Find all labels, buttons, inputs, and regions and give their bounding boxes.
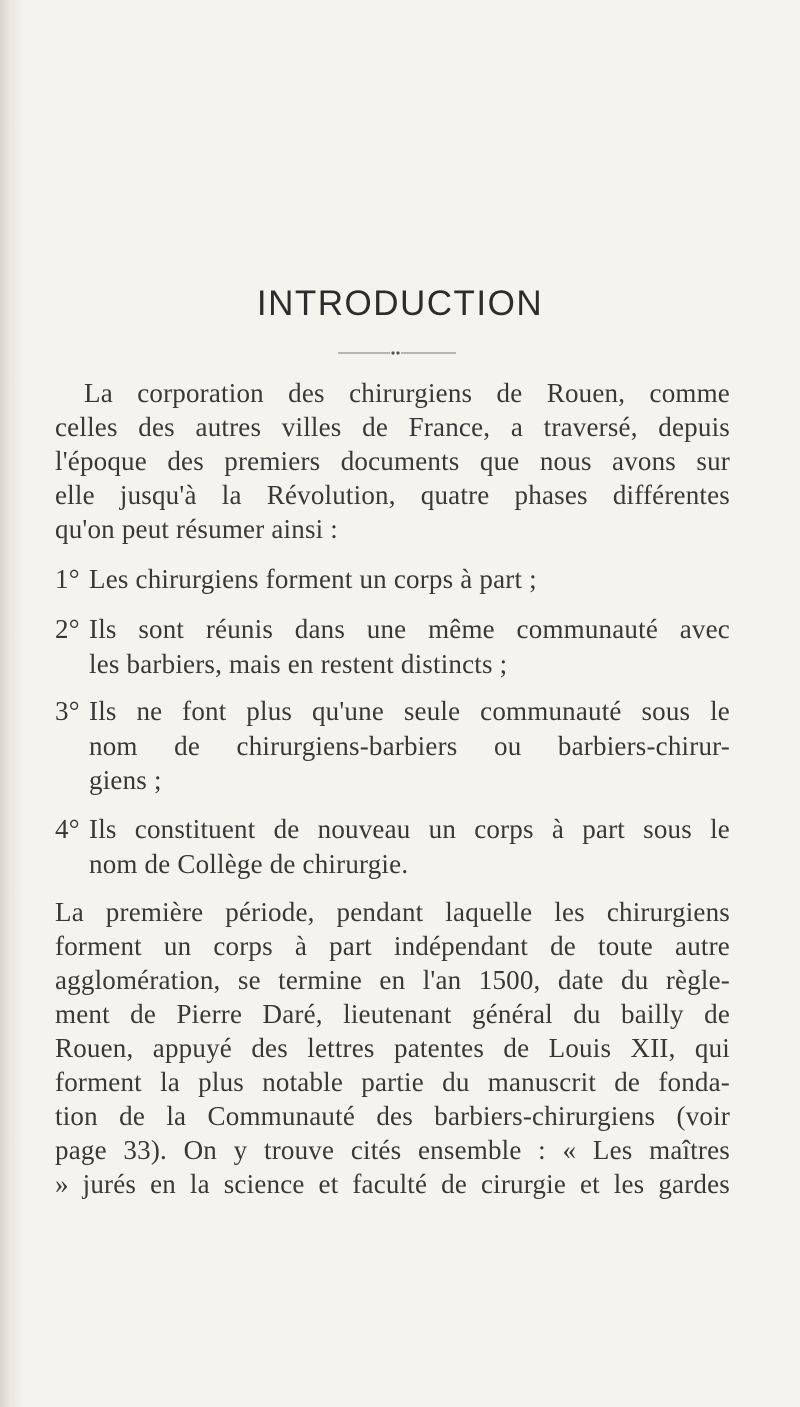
list-item-continuation: les barbiers, mais en restent distincts ;: [89, 649, 508, 679]
list-item: [55, 695, 730, 727]
body-line: forment un corps à part indépendant de toute autre: [55, 931, 730, 961]
intro-line: qu'on peut résumer ainsi :: [55, 514, 339, 544]
body-line: » jurés en la science et faculté de cirurgie et les gardes: [55, 1169, 730, 1199]
intro-line: celles des autres villes de France, a traversé, depuis: [55, 412, 730, 442]
list-item-text: Ils ne font plus qu'une seule communauté sous le: [89, 696, 730, 726]
list-item: [55, 563, 537, 595]
body-line: tion de la Communauté des barbiers-chirurgiens (voir: [55, 1101, 730, 1131]
body-line: agglomération, se termine en l'an 1500, date du règle-: [55, 965, 730, 995]
body-line: Rouen, appuyé des lettres patentes de Louis XII, qui: [55, 1033, 730, 1063]
body-line: page 33). On y trouve cités ensemble : « Les maîtres: [55, 1135, 730, 1165]
list-item-number: 1°: [55, 564, 80, 594]
list-item-text: Ils sont réunis dans une même communauté avec: [89, 614, 730, 644]
list-item-text: Les chirurgiens forment un corps à part ;: [89, 564, 537, 594]
page-gutter-shadow: [0, 0, 26, 1407]
title-ornament: [338, 349, 456, 357]
page-title: INTRODUCTION: [256, 284, 544, 323]
list-item-continuation: giens ;: [89, 765, 162, 795]
list-item-number: 4°: [55, 814, 80, 844]
list-item-text: Ils constituent de nouveau un corps à part sous le: [89, 814, 730, 844]
list-item-continuation: nom de chirurgiens-barbiers ou barbiers-chirur-: [89, 731, 730, 761]
body-line: forment la plus notable partie du manuscrit de fonda-: [55, 1067, 730, 1097]
body-line: ment de Pierre Daré, lieutenant général du bailly de: [55, 999, 730, 1029]
intro-line: elle jusqu'à la Révolution, quatre phases différentes: [55, 480, 730, 510]
list-item-number: 2°: [55, 614, 80, 644]
list-item: [55, 813, 730, 845]
intro-line: l'époque des premiers documents que nous avons sur: [55, 446, 730, 476]
intro-line: La corporation des chirurgiens de Rouen, comme: [84, 378, 730, 408]
body-line: La première période, pendant laquelle les chirurgiens: [55, 897, 730, 927]
list-item: [55, 613, 730, 645]
list-item-number: 3°: [55, 696, 80, 726]
list-item-continuation: nom de Collège de chirurgie.: [89, 849, 409, 879]
